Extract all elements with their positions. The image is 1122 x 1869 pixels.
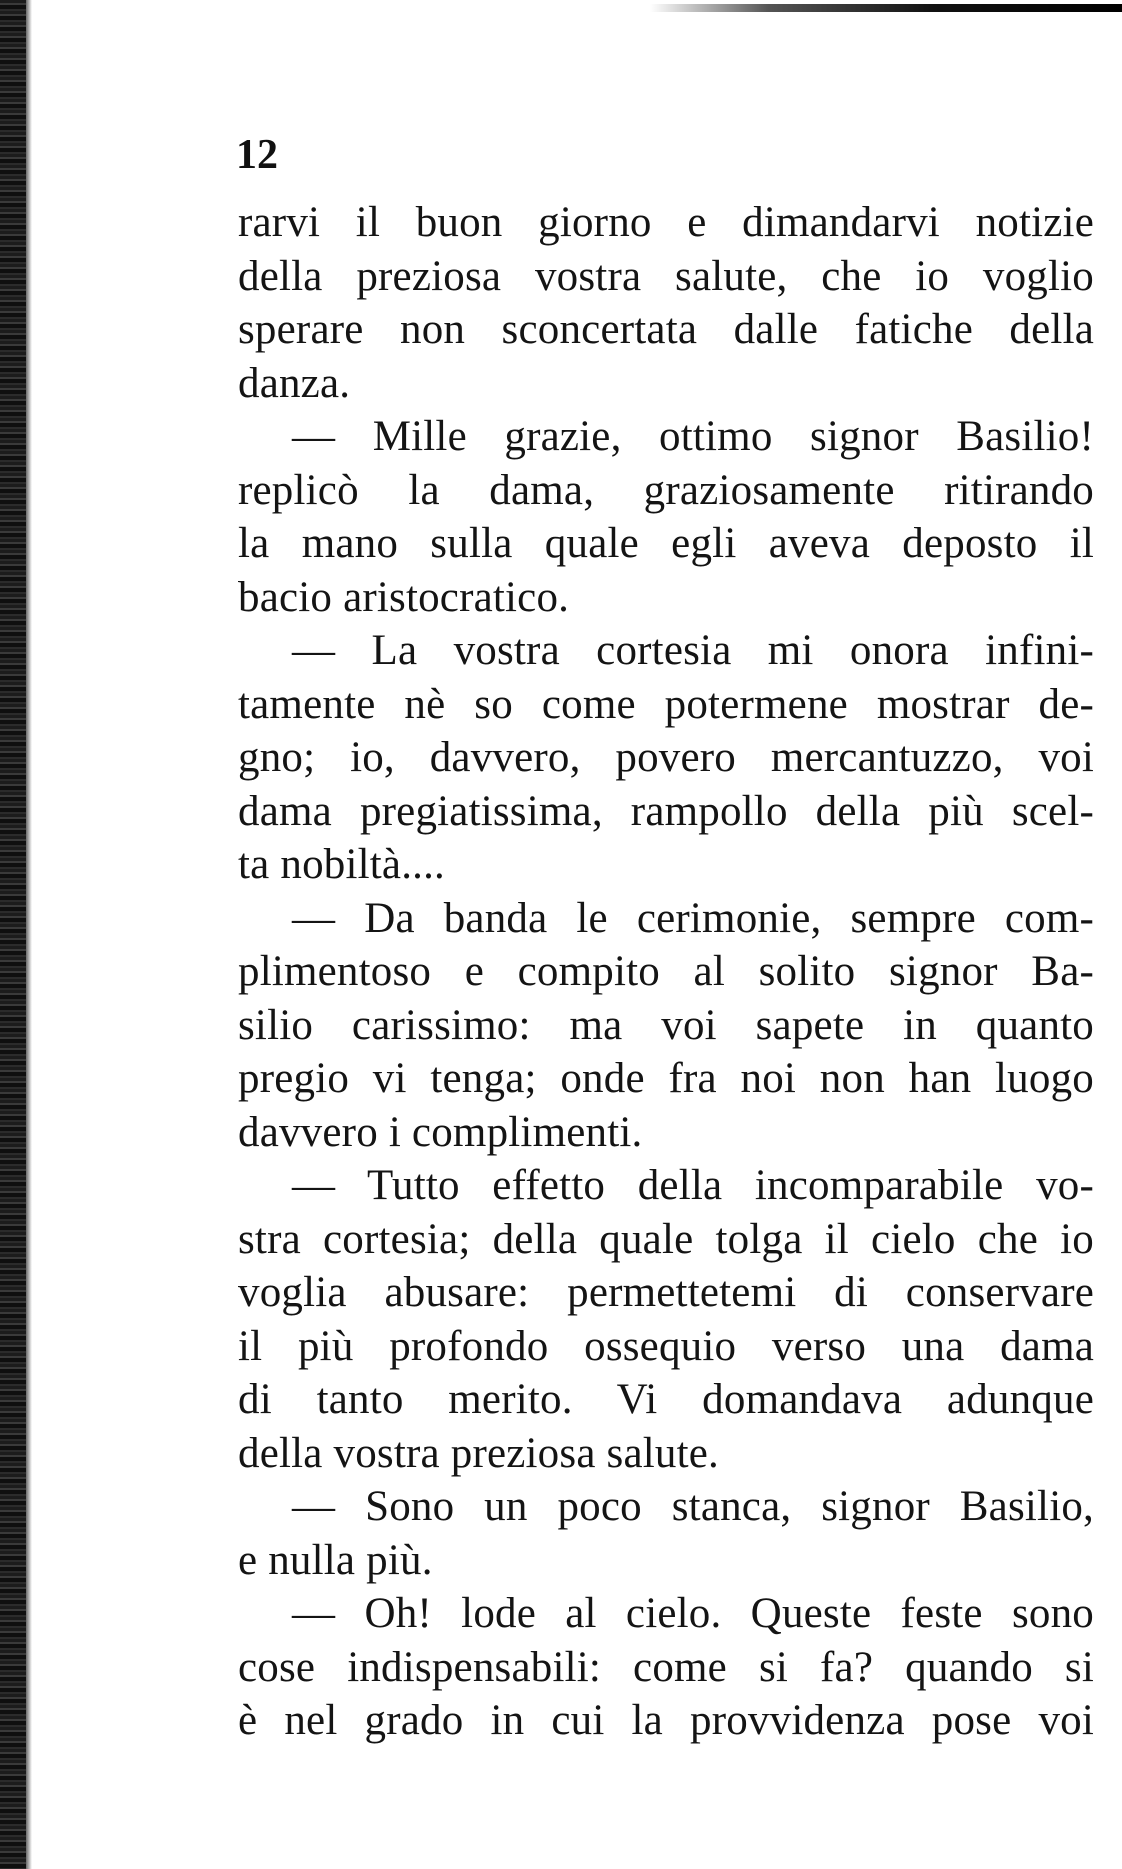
page-number: 12 bbox=[236, 132, 278, 178]
body-text bbox=[238, 196, 1094, 1748]
text-line: bacio aristocratico. bbox=[238, 573, 570, 621]
text-line: sperare non sconcertata dalle fatiche della bbox=[238, 306, 1094, 353]
text-line: cose indispensabili: come si fa? quando si bbox=[238, 1643, 1094, 1691]
text-line: della preziosa vostra salute, che io voglio bbox=[238, 252, 1094, 300]
text-line: gno; io, davvero, povero mercantuzzo, voi bbox=[238, 734, 1094, 781]
text-line: è nel grado in cui la provvidenza pose voi bbox=[238, 1697, 1094, 1744]
text-line: rarvi il buon giorno e dimandarvi notizie bbox=[238, 199, 1094, 246]
text-line: e nulla più. bbox=[238, 1536, 433, 1584]
text-line: stra cortesia; della quale tolga il cielo che io bbox=[238, 1215, 1094, 1263]
text-line: il più profondo ossequio verso una dama bbox=[238, 1322, 1094, 1370]
text-line: plimentoso e compito al solito signor Ba- bbox=[238, 948, 1094, 995]
gutter-shadow bbox=[26, 0, 32, 1869]
binding-gutter bbox=[0, 0, 26, 1869]
text-line: tamente nè so come potermene mostrar de- bbox=[238, 680, 1094, 728]
text-line: la mano sulla quale egli aveva deposto il bbox=[238, 520, 1094, 567]
text-line: — Sono un poco stanca, signor Basilio, bbox=[292, 1483, 1094, 1530]
text-line: ta nobiltà.... bbox=[238, 841, 446, 888]
text-line: silio carissimo: ma voi sapete in quanto bbox=[238, 1001, 1094, 1049]
text-line: replicò la dama, graziosamente ritirando bbox=[238, 466, 1094, 514]
text-line: voglia abusare: permettetemi di conservare bbox=[238, 1269, 1094, 1316]
text-line: — Mille grazie, ottimo signor Basilio! bbox=[292, 413, 1094, 460]
text-line: pregio vi tenga; onde fra noi non han luogo bbox=[238, 1055, 1094, 1102]
text-line: danza. bbox=[238, 359, 351, 407]
text-line: della vostra preziosa salute. bbox=[238, 1429, 720, 1477]
text-line: — Tutto effetto della incomparabile vo- bbox=[292, 1162, 1094, 1209]
text-line: davvero i complimenti. bbox=[238, 1108, 643, 1156]
text-line: di tanto merito. Vi domandava adunque bbox=[238, 1376, 1094, 1423]
text-line: — La vostra cortesia mi onora infini- bbox=[292, 627, 1094, 674]
top-edge-shadow bbox=[650, 4, 1122, 12]
text-line: dama pregiatissima, rampollo della più scel- bbox=[238, 787, 1094, 835]
text-line: — Oh! lode al cielo. Queste feste sono bbox=[292, 1590, 1094, 1637]
text-line: — Da banda le cerimonie, sempre com- bbox=[292, 894, 1094, 942]
